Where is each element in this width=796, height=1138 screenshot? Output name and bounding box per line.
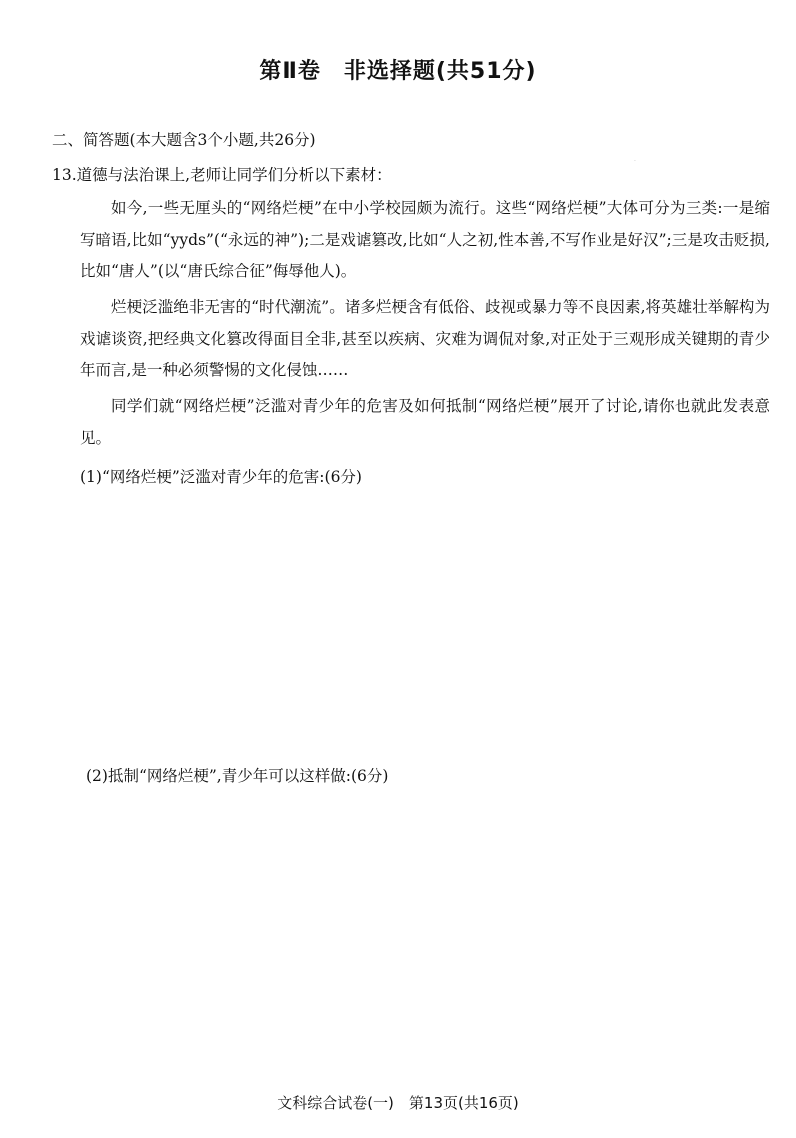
question-prompt: 13.道德与法治课上,老师让同学们分析以下素材： (52, 166, 392, 184)
section-title: 第Ⅱ卷 非选择题(共51分) (259, 59, 537, 84)
sub-question-1: (1)“网络烂梗”泛滥对青少年的危害:(6分) (80, 468, 362, 486)
material-paragraph-1: 如今,一些无厘头的“网络烂梗”在中小学校园颇为流行。这些“网络烂梗”大体可分为三类:一是缩写暗语,比如“yyds”(“永远的神”);二是戏谑篡改,比如“人之初,性本善,不写作业是好汉”;三是攻击贬损,比如“唐人”(以“唐氏综合征”侮辱他人)。 (80, 199, 770, 280)
answer-area-2[interactable] (80, 800, 770, 1070)
answer-area-1[interactable] (80, 500, 770, 750)
part-heading: 二、简答题(本大题含3个小题,共26分) (52, 131, 316, 149)
page-footer: 文科综合试卷(一) 第13页(共16页) (277, 1094, 519, 1112)
scan-speck: · (634, 158, 636, 165)
material-paragraph-2: 烂梗泛滥绝非无害的“时代潮流”。诸多烂梗含有低俗、歧视或暴力等不良因素,将英雄壮举解构为戏谑谈资,把经典文化篡改得面目全非,甚至以疾病、灾难为调侃对象,对正处于三观形成关键期的青少年而言,是一种必须警惕的文化侵蚀…… (80, 298, 770, 379)
material-paragraph-3: 同学们就“网络烂梗”泛滥对青少年的危害及如何抵制“网络烂梗”展开了讨论,请你也就此发表意见。 (80, 397, 770, 447)
sub-question-2: (2)抵制“网络烂梗”,青少年可以这样做:(6分) (86, 767, 389, 785)
